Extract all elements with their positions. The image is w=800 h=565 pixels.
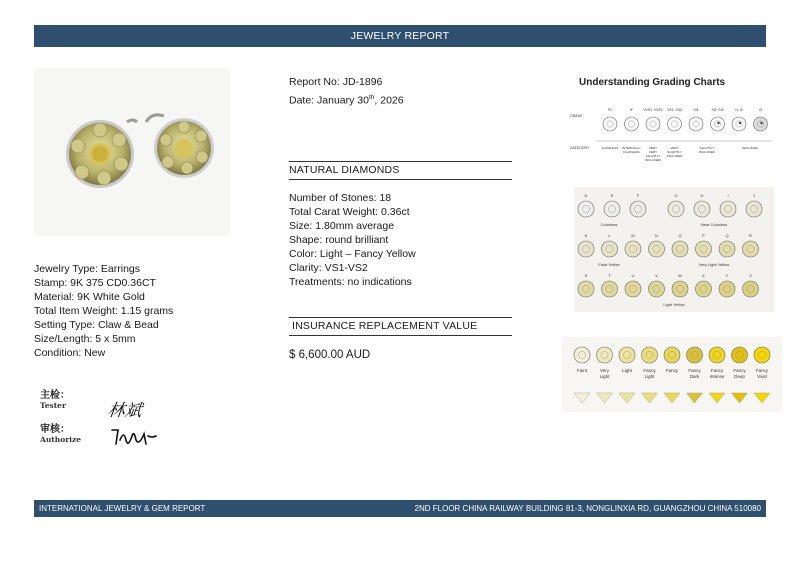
clarity-category-label: INCLUDED xyxy=(742,146,758,150)
color-grade-diamond xyxy=(604,201,620,217)
footer-address: 2ND FLOOR CHINA RAILWAY BUILDING 81-3, NONGLINXIA RD, GUANGZHOU CHINA 510080 xyxy=(414,504,761,513)
fancy-color-label: Light xyxy=(622,368,632,373)
fancy-color-diamond xyxy=(664,347,680,363)
fancy-color-side-view xyxy=(687,393,703,403)
signature-block xyxy=(34,390,164,448)
color-grade-label: H xyxy=(700,193,704,198)
spec-setting-type: Setting Type: Claw & Bead xyxy=(34,319,159,331)
fancy-color-label: Deep xyxy=(734,374,745,379)
clarity-grade-diamond xyxy=(754,117,768,131)
fancy-color-side-view xyxy=(642,393,658,403)
insurance-value: $ 6,600.00 AUD xyxy=(289,349,371,361)
color-grade-diamond xyxy=(630,201,646,217)
clarity-category-label: VERY xyxy=(648,146,658,150)
clarity-grade-diamond xyxy=(689,117,703,131)
color-grade-diamond xyxy=(578,241,594,257)
earrings-photo xyxy=(34,68,230,236)
color-group-label: Colorless xyxy=(600,222,618,227)
clarity-grade-label: VVS1, VVS2 xyxy=(643,108,663,112)
color-grade-diamond xyxy=(668,201,684,217)
color-grade-label: U xyxy=(631,273,635,278)
inclusion-mark xyxy=(760,122,762,124)
color-grade-label: G xyxy=(674,193,678,198)
report-number: Report No: JD-1896 xyxy=(289,76,383,88)
fancy-color-diamond xyxy=(709,347,725,363)
natural-diamonds-heading: NATURAL DIAMONDS xyxy=(289,161,512,180)
color-grade-label: Q xyxy=(725,233,729,238)
fancy-color-label: Fancy xyxy=(665,368,679,373)
fancy-color-side-view xyxy=(619,393,635,403)
footer-org: INTERNATIONAL JEWELRY & GEM REPORT xyxy=(39,504,206,513)
fancy-color-label: Intense xyxy=(709,374,725,379)
color-grade-diamond xyxy=(719,241,735,257)
color-grade-diamond xyxy=(743,281,759,297)
clarity-category-label: INCLUDED xyxy=(666,154,683,158)
color-grade-diamond xyxy=(696,241,712,257)
color-grade-diamond xyxy=(696,281,712,297)
fancy-color-chart-svg xyxy=(562,337,782,412)
color-grade-diamond xyxy=(694,201,710,217)
fancy-color-side-view xyxy=(597,393,613,403)
fancy-color-label: Fancy xyxy=(688,368,701,373)
grading-charts-title: Understanding Grading Charts xyxy=(579,77,726,88)
spec-condition: Condition: New xyxy=(34,347,106,359)
color-grade-label: X xyxy=(702,273,705,278)
color-grade-label: P xyxy=(702,233,705,238)
clarity-grade-label: FL xyxy=(608,108,612,112)
fancy-color-label: Fancy xyxy=(643,368,656,373)
report-title: JEWELRY REPORT xyxy=(350,30,450,42)
color-grade-label: Z xyxy=(749,273,752,278)
clarity-category-label: SLIGHTLY xyxy=(645,154,661,158)
color-grade-diamond xyxy=(743,241,759,257)
diamond-treatments: Treatments: no indications xyxy=(289,276,412,288)
clarity-grade-label: I1, I2 xyxy=(735,108,743,112)
clarity-chart-svg xyxy=(566,103,776,163)
clarity-row-label-grade: GRADE xyxy=(570,114,583,118)
color-grade-diamond xyxy=(746,201,762,217)
clarity-grade-label: SI1 xyxy=(693,108,699,112)
fancy-color-label: Faint xyxy=(576,368,588,373)
diamond-shape: Shape: round brilliant xyxy=(289,234,389,246)
report-meta xyxy=(289,75,404,109)
fancy-color-diamond xyxy=(687,347,703,363)
color-grade-label: J xyxy=(753,193,755,198)
color-grade-label: E xyxy=(610,193,614,198)
clarity-category-label: FLAWLESS xyxy=(601,146,619,150)
color-grade-label: S xyxy=(584,273,588,278)
report-header xyxy=(34,25,766,47)
clarity-grade-diamond xyxy=(646,117,660,131)
color-grade-label: D xyxy=(584,193,588,198)
fancy-color-diamond xyxy=(619,347,635,363)
color-group-label: Near Colorless xyxy=(700,222,728,227)
color-grade-label: K xyxy=(584,233,588,238)
color-grade-label: R xyxy=(749,233,752,238)
clarity-grade-diamond xyxy=(603,117,617,131)
clarity-category-label: INCLUDED xyxy=(699,150,715,154)
color-grade-diamond xyxy=(649,241,665,257)
spec-size: Size/Length: 5 x 5mm xyxy=(34,333,136,345)
color-grade-label: Y xyxy=(725,273,729,278)
color-grade-label: N xyxy=(655,233,658,238)
color-group-label: Very Light Yellow xyxy=(698,262,730,267)
fancy-color-diamond xyxy=(754,347,770,363)
color-grade-diamond xyxy=(625,281,641,297)
fancy-color-diamond xyxy=(597,347,613,363)
spec-stamp: Stamp: 9K 375 CD0.36CT xyxy=(34,277,156,289)
clarity-category-label: FLAWLESS xyxy=(623,150,640,154)
color-grade-diamond xyxy=(720,201,736,217)
spec-total-weight: Total Item Weight: 1.15 grams xyxy=(34,305,174,317)
inclusion-mark xyxy=(717,122,719,124)
color-grade-diamond xyxy=(578,201,594,217)
color-grade-diamond xyxy=(649,281,665,297)
clarity-category-label: SLIGHTLY xyxy=(699,146,715,150)
color-grade-diamond xyxy=(672,281,688,297)
item-specifications xyxy=(34,262,173,360)
fancy-color-label: Vivid xyxy=(757,374,767,379)
clarity-chart xyxy=(566,103,776,163)
insurance-heading: INSURANCE REPLACEMENT VALUE xyxy=(289,317,512,336)
fancy-color-label: Fancy xyxy=(755,368,769,373)
fancy-color-label: Fancy xyxy=(733,368,746,373)
fancy-color-side-view xyxy=(574,393,590,403)
clarity-grade-label: IF xyxy=(629,108,634,112)
clarity-category-label: INTERNALLY xyxy=(622,146,641,150)
fancy-color-diamond xyxy=(574,347,590,363)
diamond-stone-count: Number of Stones: 18 xyxy=(289,192,392,204)
fancy-color-label: Light xyxy=(599,374,610,379)
diamond-clarity: Clarity: VS1-VS2 xyxy=(289,262,368,274)
color-grade-diamond xyxy=(602,241,618,257)
natural-diamonds-details xyxy=(289,191,416,289)
fancy-color-label: Light xyxy=(644,374,655,379)
tester-signature: 林斌 xyxy=(106,401,144,421)
clarity-category-label: SLIGHTLY xyxy=(667,150,682,154)
color-grade-label: W xyxy=(678,273,682,278)
color-grade-label: T xyxy=(608,273,611,278)
color-grade-label: F xyxy=(636,193,640,198)
clarity-category-label: INCLUDED xyxy=(645,158,661,162)
authorize-signature xyxy=(108,426,158,448)
color-grade-label: I xyxy=(727,193,729,198)
fancy-color-label: Fancy xyxy=(710,368,724,373)
report-footer xyxy=(34,500,766,517)
color-grade-diamond xyxy=(672,241,688,257)
color-grade-label: O xyxy=(678,233,682,238)
tester-label: 主检： Tester xyxy=(40,390,70,410)
clarity-grade-diamond xyxy=(732,117,746,131)
report-date: Date: January 30th, 2026 xyxy=(289,94,404,107)
color-grade-diamond xyxy=(578,281,594,297)
fancy-color-side-view xyxy=(664,393,680,403)
fancy-color-side-view xyxy=(754,393,770,403)
color-grade-diamond xyxy=(602,281,618,297)
fancy-color-label: Dark xyxy=(689,374,700,379)
authorize-label: 审核： Authorize xyxy=(40,424,82,444)
clarity-grade-label: I3 xyxy=(759,108,762,112)
color-grade-diamond xyxy=(719,281,735,297)
fancy-color-diamond xyxy=(642,347,658,363)
diamond-size: Size: 1.80mm average xyxy=(289,220,395,232)
inclusion-mark xyxy=(739,122,741,124)
color-grade-label: V xyxy=(655,273,658,278)
clarity-grade-diamond xyxy=(711,117,725,131)
clarity-category-label: VERY xyxy=(648,150,658,154)
clarity-grade-diamond xyxy=(668,117,682,131)
color-chart xyxy=(574,187,774,312)
clarity-grade-label: SI2, SI3 xyxy=(711,108,724,112)
clarity-row-label-category: CATEGORY xyxy=(570,146,590,150)
clarity-grade-diamond xyxy=(625,117,639,131)
color-chart-svg xyxy=(574,187,774,312)
fancy-color-side-view xyxy=(732,393,748,403)
diamond-total-carat: Total Carat Weight: 0.36ct xyxy=(289,206,410,218)
earrings-image xyxy=(34,68,230,236)
color-grade-label: L xyxy=(608,233,611,238)
color-group-label: Light Yellow xyxy=(663,302,685,307)
spec-jewelry-type: Jewelry Type: Earrings xyxy=(34,263,141,275)
fancy-color-diamond xyxy=(732,347,748,363)
spec-material: Material: 9K White Gold xyxy=(34,291,145,303)
fancy-color-side-view xyxy=(709,393,725,403)
clarity-category-label: VERY xyxy=(670,146,679,150)
fancy-color-chart xyxy=(562,337,782,412)
color-group-label: Faint Yellow xyxy=(598,262,620,267)
color-grade-diamond xyxy=(625,241,641,257)
color-grade-label: M xyxy=(631,233,635,238)
fancy-color-label: Very xyxy=(599,368,610,373)
diamond-color: Color: Light – Fancy Yellow xyxy=(289,248,416,260)
clarity-grade-label: VS1, VS2 xyxy=(667,108,682,112)
